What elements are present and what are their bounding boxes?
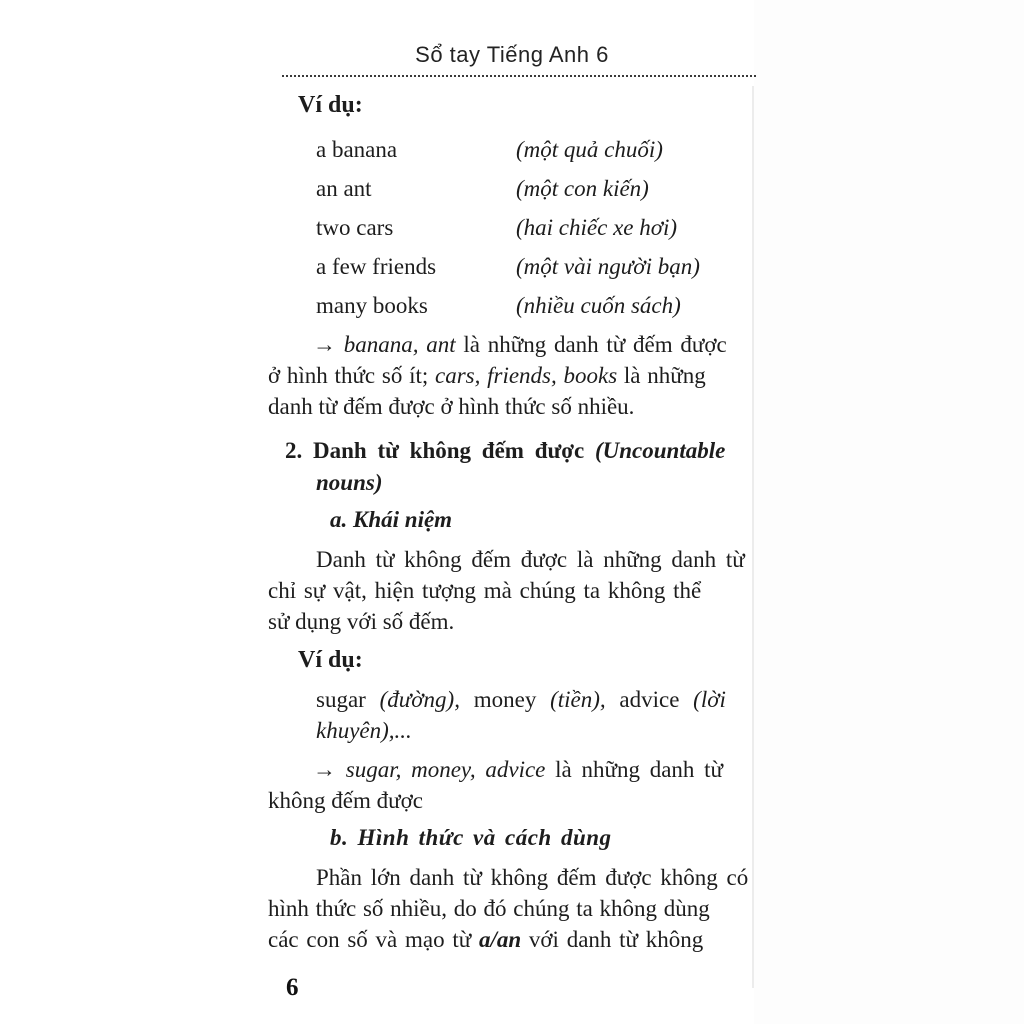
subsection-b-heading: b. Hình thức và cách dùng: [330, 825, 612, 850]
line-text: money: [459, 687, 551, 712]
italic-terms: sugar, money, advice: [345, 757, 546, 782]
heading-line: [268, 467, 756, 499]
line-text: các con số và mạo từ: [268, 927, 479, 952]
arrow-note-countable: [268, 329, 756, 422]
example-english: two cars: [316, 214, 394, 240]
paragraph-line: sử dụng với số đếm.: [268, 609, 455, 634]
running-header-title: Sổ tay Tiếng Anh 6: [415, 42, 609, 67]
usage-paragraph: [268, 862, 756, 955]
paragraph-line: Phần lớn danh từ không đếm được không có: [316, 865, 749, 890]
example-row: [268, 286, 756, 325]
paragraph-line: không đếm được: [268, 788, 423, 813]
subsection-a-heading: a. Khái niệm: [330, 507, 453, 532]
line-text: là những danh từ đếm được: [455, 332, 727, 357]
paragraph-line: [268, 329, 756, 360]
paragraph-line: [268, 924, 756, 955]
definition-paragraph: [268, 544, 756, 637]
example-vietnamese: (một vài người bạn): [516, 253, 700, 279]
example-vietnamese: (nhiều cuốn sách): [516, 292, 681, 318]
heading-text: Danh từ không đếm được: [313, 438, 595, 463]
paragraph-line: Danh từ không đếm được là những danh từ: [316, 547, 745, 572]
example-label-2: Ví dụ:: [298, 647, 363, 673]
section-number: 2.: [285, 438, 313, 463]
example-english: a few friends: [316, 253, 437, 279]
header-dotted-rule: [282, 75, 756, 77]
example-row: [268, 247, 756, 286]
sugar-example-paragraph: [268, 684, 756, 746]
italic-terms: cars, friends, books: [435, 363, 618, 388]
translation-term: (đường),: [379, 687, 460, 712]
article-term: a/an: [478, 927, 522, 952]
translation-term: (tiền),: [550, 687, 606, 712]
line-text: advice: [605, 687, 694, 712]
page-content-column: [268, 0, 756, 1000]
italic-terms: banana, ant: [343, 332, 456, 357]
line-text: với danh từ không: [521, 927, 704, 952]
paragraph-line: [268, 684, 756, 715]
example-row: [268, 169, 756, 208]
example-vietnamese: (hai chiếc xe hơi): [516, 214, 678, 240]
example-english: a banana: [316, 136, 398, 162]
line-text: danh từ đếm được ở hình thức số nhiều.: [268, 394, 635, 419]
heading-english-term: (Uncountable: [594, 438, 726, 463]
paragraph-line: khuyên),...: [316, 718, 412, 743]
line-text: sugar: [316, 687, 380, 712]
arrow-glyph: →: [313, 332, 344, 357]
example-english: an ant: [316, 175, 372, 201]
example-english: many books: [316, 292, 428, 318]
paragraph-line: chỉ sự vật, hiện tượng mà chúng ta không thể: [268, 578, 702, 603]
example-vietnamese: (một quả chuối): [516, 136, 663, 162]
page-edge-tint: [754, 0, 1024, 1024]
translation-term: (lời: [693, 687, 726, 712]
example-vietnamese: (một con kiến): [516, 175, 649, 201]
paragraph-line: [268, 360, 756, 391]
heading-line: [268, 435, 756, 467]
arrow-glyph: →: [313, 757, 346, 782]
heading-english-term: nouns): [316, 470, 383, 495]
arrow-note-uncountable: [268, 754, 756, 816]
example-row: [268, 130, 756, 169]
example-row: [268, 208, 756, 247]
page-number: 6: [286, 974, 299, 1001]
line-text: là những: [617, 363, 706, 388]
example-list: [268, 130, 756, 325]
paragraph-line: [268, 391, 756, 422]
paragraph-line: [268, 754, 756, 785]
paragraph-line: hình thức số nhiều, do đó chúng ta không dùng: [268, 896, 710, 921]
line-text: là những danh từ: [545, 757, 724, 782]
line-text: ở hình thức số ít;: [268, 363, 435, 388]
example-label-1: Ví dụ:: [298, 92, 363, 118]
section-heading-2: [268, 435, 756, 499]
